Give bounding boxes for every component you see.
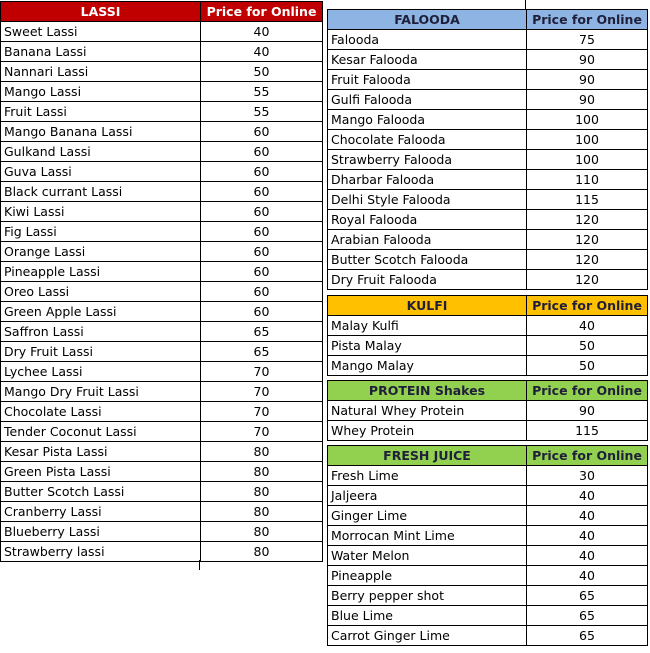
item-name: Morrocan Mint Lime (328, 526, 527, 546)
item-name: Water Melon (328, 546, 527, 566)
item-name: Banana Lassi (1, 42, 201, 62)
item-name: Mango Dry Fruit Lassi (1, 382, 201, 402)
protein-price-header: Price for Online (527, 381, 648, 401)
item-name: Fig Lassi (1, 222, 201, 242)
item-price: 60 (201, 222, 323, 242)
item-price: 60 (201, 182, 323, 202)
item-name: Sweet Lassi (1, 22, 201, 42)
item-name: Strawberry Falooda (328, 150, 527, 170)
item-price: 90 (527, 50, 648, 70)
juice-price-header: Price for Online (527, 446, 648, 466)
menu-row (1, 302, 323, 322)
menu-row (1, 382, 323, 402)
menu-row (328, 130, 648, 150)
item-price: 50 (527, 356, 648, 376)
item-name: Fresh Lime (328, 466, 527, 486)
item-price: 40 (527, 506, 648, 526)
item-price: 60 (201, 162, 323, 182)
item-price: 70 (201, 402, 323, 422)
lassi-table (0, 1, 323, 562)
item-name: Whey Protein (328, 421, 527, 441)
menu-row (328, 70, 648, 90)
menu-row (1, 402, 323, 422)
item-price: 115 (527, 190, 648, 210)
item-name: Saffron Lassi (1, 322, 201, 342)
item-name: Gulkand Lassi (1, 142, 201, 162)
item-price: 70 (201, 422, 323, 442)
item-price: 40 (201, 42, 323, 62)
item-price: 30 (527, 466, 648, 486)
item-price: 100 (527, 130, 648, 150)
item-name: Royal Falooda (328, 210, 527, 230)
item-price: 65 (201, 342, 323, 362)
menu-row (328, 336, 648, 356)
menu-row (1, 142, 323, 162)
item-price: 50 (201, 62, 323, 82)
menu-row (1, 422, 323, 442)
item-name: Ginger Lime (328, 506, 527, 526)
item-name: Green Apple Lassi (1, 302, 201, 322)
item-price: 60 (201, 122, 323, 142)
falooda-table (327, 9, 648, 290)
menu-row (1, 342, 323, 362)
menu-row (1, 262, 323, 282)
item-name: Blueberry Lassi (1, 522, 201, 542)
lassi-price-header: Price for Online (201, 2, 323, 22)
item-price: 80 (201, 542, 323, 562)
item-price: 40 (527, 526, 648, 546)
kulfi-table (327, 295, 648, 376)
item-price: 75 (527, 30, 648, 50)
item-price: 80 (201, 442, 323, 462)
item-price: 40 (527, 546, 648, 566)
item-price: 70 (201, 362, 323, 382)
item-price: 50 (527, 336, 648, 356)
juice-header: FRESH JUICE (328, 446, 527, 466)
item-name: Malay Kulfi (328, 316, 527, 336)
menu-row (328, 356, 648, 376)
menu-row (328, 230, 648, 250)
item-name: Nannari Lassi (1, 62, 201, 82)
menu-row (1, 322, 323, 342)
menu-row (328, 90, 648, 110)
item-name: Chocolate Falooda (328, 130, 527, 150)
menu-row (328, 586, 648, 606)
menu-row (1, 462, 323, 482)
menu-row (328, 250, 648, 270)
item-name: Mango Lassi (1, 82, 201, 102)
item-name: Mango Banana Lassi (1, 122, 201, 142)
protein-table (327, 380, 648, 441)
item-price: 70 (201, 382, 323, 402)
item-price: 80 (201, 522, 323, 542)
menu-row (1, 522, 323, 542)
kulfi-price-header: Price for Online (527, 296, 648, 316)
menu-row (1, 542, 323, 562)
menu-row (1, 482, 323, 502)
menu-row (328, 30, 648, 50)
item-price: 120 (527, 230, 648, 250)
item-name: Kiwi Lassi (1, 202, 201, 222)
menu-row (328, 606, 648, 626)
menu-row (1, 42, 323, 62)
juice-table (327, 445, 648, 646)
menu-row (1, 442, 323, 462)
item-name: Dry Fruit Falooda (328, 270, 527, 290)
item-price: 115 (527, 421, 648, 441)
item-price: 80 (201, 482, 323, 502)
item-price: 65 (527, 606, 648, 626)
menu-row (1, 242, 323, 262)
item-name: Kesar Falooda (328, 50, 527, 70)
item-name: Lychee Lassi (1, 362, 201, 382)
item-price: 65 (527, 586, 648, 606)
item-name: Oreo Lassi (1, 282, 201, 302)
menu-row (328, 190, 648, 210)
item-name: Butter Scotch Lassi (1, 482, 201, 502)
menu-row (328, 150, 648, 170)
menu-row (1, 102, 323, 122)
item-name: Butter Scotch Falooda (328, 250, 527, 270)
item-price: 100 (527, 110, 648, 130)
item-name: Natural Whey Protein (328, 401, 527, 421)
item-price: 40 (527, 316, 648, 336)
item-price: 40 (201, 22, 323, 42)
item-price: 55 (201, 82, 323, 102)
item-price: 55 (201, 102, 323, 122)
menu-row (328, 170, 648, 190)
item-name: Falooda (328, 30, 527, 50)
item-name: Mango Falooda (328, 110, 527, 130)
menu-row (328, 210, 648, 230)
menu-row (328, 50, 648, 70)
item-price: 90 (527, 401, 648, 421)
item-name: Gulfi Falooda (328, 90, 527, 110)
column-divider (525, 0, 526, 9)
item-price: 60 (201, 302, 323, 322)
lassi-header: LASSI (1, 2, 201, 22)
item-name: Dry Fruit Lassi (1, 342, 201, 362)
menu-row (1, 282, 323, 302)
menu-row (328, 421, 648, 441)
item-name: Delhi Style Falooda (328, 190, 527, 210)
item-price: 80 (201, 502, 323, 522)
menu-row (1, 362, 323, 382)
falooda-price-header: Price for Online (527, 10, 648, 30)
item-price: 110 (527, 170, 648, 190)
menu-row (328, 316, 648, 336)
item-name: Orange Lassi (1, 242, 201, 262)
item-price: 90 (527, 70, 648, 90)
item-name: Jaljeera (328, 486, 527, 506)
item-price: 100 (527, 150, 648, 170)
menu-row (1, 82, 323, 102)
item-name: Blue Lime (328, 606, 527, 626)
menu-row (328, 110, 648, 130)
item-name: Berry pepper shot (328, 586, 527, 606)
menu-row (328, 270, 648, 290)
item-price: 60 (201, 242, 323, 262)
item-name: Black currant Lassi (1, 182, 201, 202)
item-name: Kesar Pista Lassi (1, 442, 201, 462)
kulfi-header: KULFI (328, 296, 527, 316)
falooda-header: FALOODA (328, 10, 527, 30)
item-name: Dharbar Falooda (328, 170, 527, 190)
item-name: Pineapple Lassi (1, 262, 201, 282)
item-price: 65 (527, 626, 648, 646)
item-price: 80 (201, 462, 323, 482)
item-name: Tender Coconut Lassi (1, 422, 201, 442)
item-price: 65 (201, 322, 323, 342)
item-name: Cranberry Lassi (1, 502, 201, 522)
menu-row (1, 162, 323, 182)
item-price: 60 (201, 282, 323, 302)
menu-row (1, 502, 323, 522)
item-name: Arabian Falooda (328, 230, 527, 250)
menu-row (1, 62, 323, 82)
menu-row (328, 526, 648, 546)
menu-row (1, 122, 323, 142)
item-price: 60 (201, 262, 323, 282)
item-price: 40 (527, 566, 648, 586)
item-name: Green Pista Lassi (1, 462, 201, 482)
menu-row (328, 486, 648, 506)
menu-row (1, 22, 323, 42)
item-name: Mango Malay (328, 356, 527, 376)
item-price: 60 (201, 202, 323, 222)
item-name: Guva Lassi (1, 162, 201, 182)
menu-row (1, 182, 323, 202)
menu-row (328, 566, 648, 586)
item-price: 120 (527, 250, 648, 270)
menu-row (328, 546, 648, 566)
menu-row (1, 222, 323, 242)
column-divider (199, 560, 200, 570)
item-price: 120 (527, 210, 648, 230)
item-name: Strawberry lassi (1, 542, 201, 562)
item-price: 90 (527, 90, 648, 110)
menu-row (328, 466, 648, 486)
menu-row (328, 506, 648, 526)
menu-row (328, 626, 648, 646)
item-price: 40 (527, 486, 648, 506)
item-name: Fruit Falooda (328, 70, 527, 90)
item-name: Fruit Lassi (1, 102, 201, 122)
item-price: 60 (201, 142, 323, 162)
menu-row (328, 401, 648, 421)
item-name: Carrot Ginger Lime (328, 626, 527, 646)
item-name: Chocolate Lassi (1, 402, 201, 422)
protein-header: PROTEIN Shakes (328, 381, 527, 401)
item-name: Pineapple (328, 566, 527, 586)
menu-row (1, 202, 323, 222)
item-price: 120 (527, 270, 648, 290)
item-name: Pista Malay (328, 336, 527, 356)
